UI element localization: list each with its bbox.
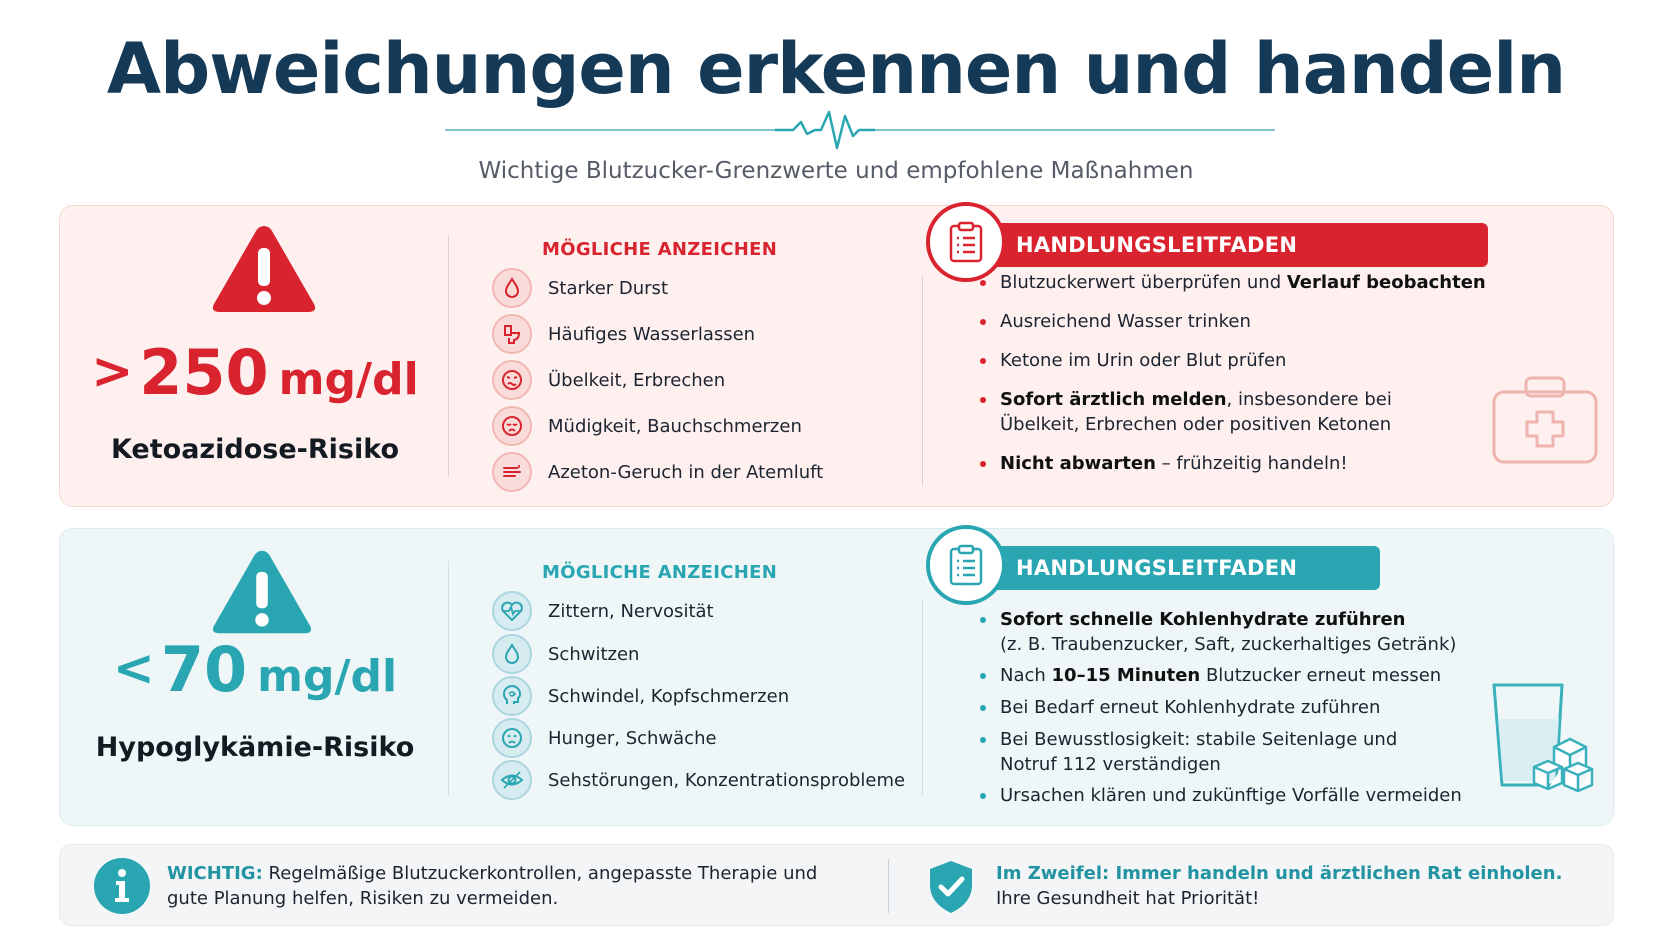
heartbeat-line-icon	[445, 108, 1275, 152]
warning-triangle-icon	[208, 545, 316, 639]
action-item: Ketone im Urin oder Blut prüfen	[980, 348, 1286, 373]
list-item: Schwitzen	[492, 634, 639, 674]
action-item: Sofort ärztlich melden, insbesondere bei Übelkeit, Erbrechen oder positiven Ketonen	[980, 387, 1392, 437]
value-number: 250	[139, 336, 269, 409]
action-item: Nicht abwarten – frühzeitig handeln!	[980, 451, 1348, 476]
value-unit: mg/dl	[257, 651, 398, 702]
risk-label: Ketoazidose-Risiko	[110, 434, 400, 465]
guide-title: HANDLUNGSLEITFADEN	[980, 223, 1488, 267]
list-item: Zittern, Nervosität	[492, 591, 714, 631]
threshold-value	[60, 336, 450, 409]
heartbeat-icon	[492, 591, 532, 631]
footer-bar	[59, 844, 1614, 926]
value-number: 70	[160, 633, 248, 706]
action-item: Blutzuckerwert überprüfen und Verlauf beobachten	[980, 270, 1486, 295]
action-item: Ausreichend Wasser trinken	[980, 309, 1251, 334]
clipboard-icon	[926, 202, 1006, 282]
value-unit: mg/dl	[278, 354, 419, 405]
clipboard-icon	[926, 525, 1006, 605]
list-item: Müdigkeit, Bauchschmerzen	[492, 406, 802, 446]
comparator: <	[112, 639, 155, 697]
threshold-value	[60, 633, 450, 706]
page-subtitle: Wichtige Blutzucker-Grenzwerte und empfohlene Maßnahmen	[478, 158, 1194, 184]
guide-title: HANDLUNGSLEITFADEN	[980, 546, 1380, 590]
comparator: >	[91, 342, 134, 400]
eye-icon	[492, 760, 532, 800]
sweat-drop-icon	[492, 634, 532, 674]
action-item: Bei Bedarf erneut Kohlenhydrate zuführen	[980, 695, 1380, 720]
list-item: Übelkeit, Erbrechen	[492, 360, 725, 400]
action-item: Bei Bewusstlosigkeit: stabile Seitenlage und Notruf 112 verständigen	[980, 727, 1397, 777]
glass-sugar-cubes-icon	[1488, 679, 1602, 797]
signs-title: MÖGLICHE ANZEICHEN	[542, 239, 778, 260]
dizzy-head-icon	[492, 676, 532, 716]
info-icon	[94, 858, 150, 914]
tired-face-icon	[492, 406, 532, 446]
divider	[448, 561, 449, 795]
divider	[922, 599, 923, 795]
divider	[888, 859, 889, 913]
hyperglycemia-panel	[59, 205, 1614, 507]
action-item: Sofort schnelle Kohlenhydrate zuführen (z. B. Traubenzucker, Saft, zuckerhaltiges Getränk)	[980, 607, 1456, 657]
list-item: Starker Durst	[492, 268, 668, 308]
list-item: Hunger, Schwäche	[492, 718, 717, 758]
list-item: Sehstörungen, Konzentrationsprobleme	[492, 760, 905, 800]
signs-title: MÖGLICHE ANZEICHEN	[542, 562, 778, 583]
warning-triangle-icon	[208, 220, 320, 318]
footer-right-text: Im Zweifel: Immer handeln und ärztlichen Rat einholen. Ihre Gesundheit hat Priorität!	[996, 863, 1563, 909]
risk-label: Hypoglykämie-Risiko	[95, 732, 415, 763]
list-item: Azeton-Geruch in der Atemluft	[492, 452, 823, 492]
weak-face-icon	[492, 718, 532, 758]
toilet-icon	[492, 314, 532, 354]
hypoglycemia-panel	[59, 528, 1614, 826]
divider	[922, 276, 923, 486]
footer-left-text: WICHTIG: Regelmäßige Blutzuckerkontrollen, angepasste Therapie und gute Planung helfen, Risiken zu vermeiden.	[167, 863, 818, 909]
breath-icon	[492, 452, 532, 492]
water-drop-icon	[492, 268, 532, 308]
shield-check-icon	[926, 859, 976, 915]
divider	[448, 236, 449, 476]
nauseous-face-icon	[492, 360, 532, 400]
page-title: Abweichungen erkennen und handeln	[106, 28, 1566, 110]
action-item: Nach 10–15 Minuten Blutzucker erneut messen	[980, 663, 1441, 688]
action-item: Ursachen klären und zukünftige Vorfälle vermeiden	[980, 783, 1462, 808]
list-item: Schwindel, Kopfschmerzen	[492, 676, 789, 716]
first-aid-kit-icon	[1490, 374, 1600, 466]
list-item: Häufiges Wasserlassen	[492, 314, 755, 354]
